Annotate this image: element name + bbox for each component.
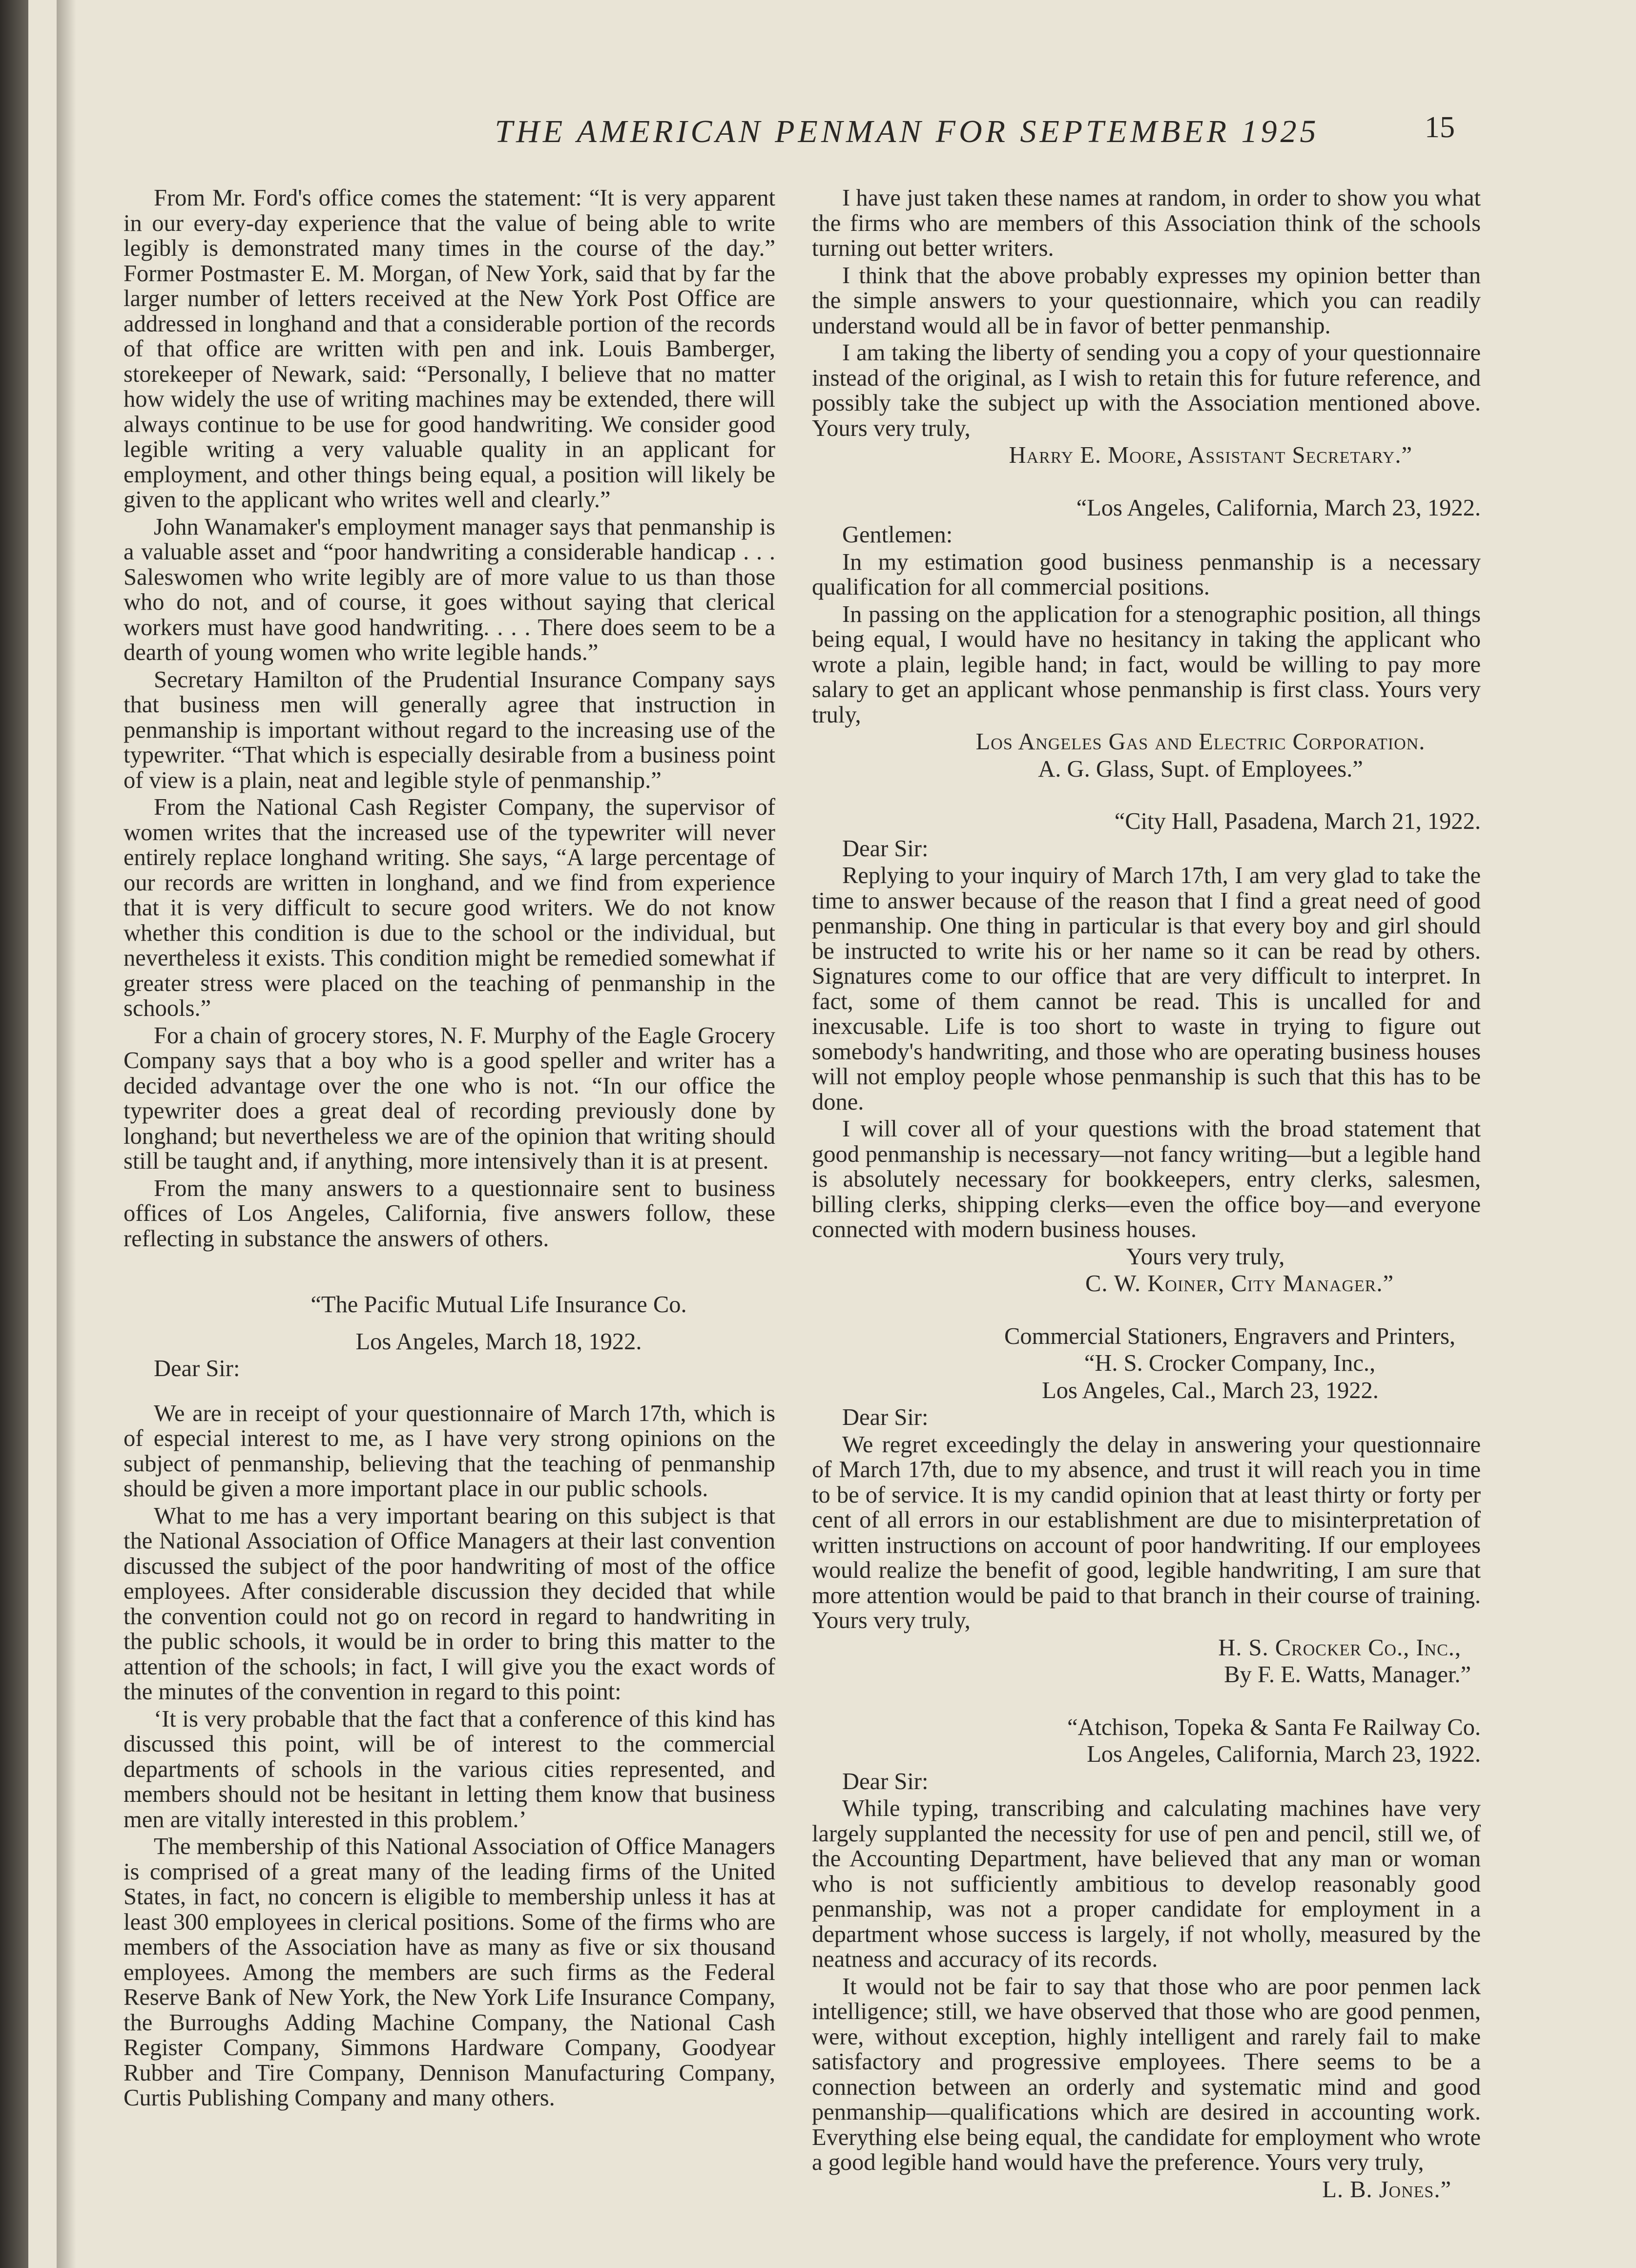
letter-salutation: Dear Sir:	[842, 1768, 929, 1794]
letter-signature-company: Los Angeles Gas and Electric Corporation.	[975, 729, 1426, 755]
letter-salutation: Dear Sir:	[842, 835, 929, 862]
letter-signature: A. G. Glass, Supt. of Employees.”	[1038, 756, 1363, 782]
letter-salutation: Gentlemen:	[842, 522, 953, 548]
letter-paragraph: We are in receipt of your questionnaire of March 17th, which is of especial interest to me, as I have very strong opinions on the subject of penmanship, believing that the teaching of penmanship should be given a more important place in our public schools.	[124, 1400, 775, 1502]
paragraph: From the National Cash Register Company, the supervisor of women writes that the increased use of the typewriter will never entirely replace longhand writing. She says, “A large percentage of our records are written in longhand, and we find from experience that it is very difficult to secure good writers. We do not know whether this condition is due to the school or the individual, but nevertheless it exists. This condition might be remedied somewhat if greater stress were placed on the teaching of penmanship in the schools.”	[124, 794, 775, 1021]
letter-date: “City Hall, Pasadena, March 21, 1922.	[1114, 808, 1481, 834]
spacer	[812, 783, 1481, 809]
letter-signature: Harry E. Moore, Assistant Secretary.”	[1009, 442, 1412, 468]
magazine-page	[28, 0, 1636, 2268]
letter-signature: L. B. Jones.”	[1322, 2176, 1451, 2203]
letter-salutation: Dear Sir:	[154, 1356, 240, 1381]
letter-paragraph: ‘It is very probable that the fact that a conference of this kind has discussed this point, will be of interest to the commercial departments of schools in the various cities represented, and members should not be hesitant in letting them know that business men are vitally interested in this problem.’	[124, 1706, 775, 1833]
letter-signature: By F. E. Watts, Manager.”	[1224, 1662, 1471, 1688]
letter-date: Los Angeles, California, March 23, 1922.	[1087, 1741, 1481, 1767]
letter-paragraph: The membership of this National Association of Office Managers is comprised of a great many of the leading firms of the United States, in fact, no concern is eligible to membership unless it has at least 300 employees in clerical positions. Some of the firms who are members of the Association have as many as five or six thousand employees. Among the members are such firms as the Federal Reserve Bank of New York, the New York Life Insurance Company, the Burroughs Adding Machine Company, the National Cash Register Company, Simmons Hardware Company, Goodyear Rubber and Tire Company, Dennison Manufacturing Company, Curtis Publishing Company and many others.	[124, 1834, 775, 2111]
letter-signature: C. W. Koiner, City Manager.”	[1085, 1271, 1394, 1297]
letter-date: Los Angeles, Cal., March 23, 1922.	[1042, 1377, 1379, 1403]
spacer	[124, 1320, 775, 1329]
right-column	[812, 186, 1481, 2204]
spacer	[812, 1690, 1481, 1715]
paragraph: From the many answers to a questionnaire sent to business offices of Los Angeles, California, five answers follow, these reflecting in substance the answers of others.	[124, 1175, 775, 1252]
letter-paragraph: Replying to your inquiry of March 17th, I am very glad to take the time to answer because of the reason that I find a great need of good penmanship. One thing in particular is that every boy and girl should be instructed to write his or her name so it can be read by others. Signatures come to our office that are very difficult to interpret. In fact, some of them cannot be read. This is uncalled for and inexcusable. Life is too short to waste in trying to figure out somebody's handwriting, and those who are operating business houses will not employ people whose penmanship is such that this has to be done.	[812, 863, 1481, 1115]
letter-paragraph: In my estimation good business penmanship is a necessary qualification for all commercial positions.	[812, 549, 1481, 600]
letter-paragraph: I will cover all of your questions with the broad statement that good penmanship is necessary—not fancy writing—but a legible hand is absolutely necessary for bookkeepers, entry clerks, salesmen, billing clerks, shipping clerks—even the office boy—and everyone connected with modern business houses.	[812, 1116, 1481, 1242]
letter-paragraph: I am taking the liberty of sending you a copy of your questionnaire instead of the original, as I wish to retain this for future reference, and possibly take the subject up with the Association mentioned above. Yours very truly,	[812, 340, 1481, 441]
letter-company: “Atchison, Topeka & Santa Fe Railway Co.	[1067, 1714, 1481, 1740]
letter-paragraph: We regret exceedingly the delay in answering your questionnaire of March 17th, due to my absence, and trust it will reach you in time to be of service. It is my candid opinion that at least thirty or forty per cent of all errors in our establishment are due to misinterpretation of written instructions on account of poor handwriting. If our employees would realize the benefit of good, legible handwriting, I am sure that more attention would be paid to that branch in their course of training. Yours very truly,	[812, 1431, 1481, 1633]
letter-signature-company: H. S. Crocker Co., Inc.,	[1218, 1634, 1461, 1661]
letter-paragraph: I have just taken these names at random, in order to show you what the firms who are members of this Association think of the schools turning out better writers.	[812, 185, 1481, 261]
spacer	[124, 1253, 775, 1292]
letter-paragraph: What to me has a very important bearing on this subject is that the National Association of Office Managers at their last convention discussed the subject of the poor handwriting of most of the office employees. After considerable discussion they decided that while the convention could not go on record in regard to handwriting in the public schools, it would be in order to bring this matter to the attention of the schools; in fact, I will give you the exact words of the minutes of the convention in regard to this point:	[124, 1503, 775, 1705]
page-number: 15	[1425, 111, 1455, 144]
letter-date: “Los Angeles, California, March 23, 1922.	[1076, 495, 1481, 521]
binding-shadow	[57, 0, 76, 2268]
paragraph: For a chain of grocery stores, N. F. Murphy of the Eagle Grocery Company says that a boy who is a good speller and writer has a decided advantage over the one who is not. “In our office the typewriter does a great deal of recording previously done by longhand; but nevertheless we are of the opinion that writing should still be taught and, if anything, more intensively than it is at present.	[124, 1022, 775, 1174]
letter-salutation: Dear Sir:	[842, 1404, 929, 1430]
running-head: THE AMERICAN PENMAN FOR SEPTEMBER 1925	[495, 114, 1320, 149]
letter-company: “The Pacific Mutual Life Insurance Co.	[311, 1292, 687, 1318]
letter-paragraph: I think that the above probably expresses my opinion better than the simple answers to your questionnaire, which you can readily understand would all be in favor of better penmanship.	[812, 262, 1481, 339]
paragraph: John Wanamaker's employment manager says that penmanship is a valuable asset and “poor handwriting a considerable handicap . . . Saleswomen who write legibly are of more value to us than those who do not, and of course, it goes without saying that clerical workers must have good handwriting. . . . There does seem to be a dearth of young women who write legible hands.”	[124, 514, 775, 665]
letter-closing: Yours very truly,	[1126, 1243, 1285, 1270]
letter-heading: Commercial Stationers, Engravers and Printers,	[1004, 1323, 1455, 1349]
left-column	[124, 186, 775, 2113]
paragraph: From Mr. Ford's office comes the statement: “It is very apparent in our every-day experience that the value of being able to write legibly is demonstrated many times in the course of the day.” Former Postmaster E. M. Morgan, of New York, said that by far the larger number of letters received at the New York Post Office are addressed in longhand and that a considerable portion of the records of that office are written with pen and ink. Louis Bamberger, storekeeper of Newark, said: “Personally, I believe that no matter how widely the use of writing machines may be extended, there will always continue to be use for good handwriting. We consider good legible writing a very valuable quality in an applicant for employment, and other things being equal, a position will likely be given to the applicant who writes well and clearly.”	[124, 185, 775, 513]
spacer	[812, 1299, 1481, 1324]
letter-paragraph: In passing on the application for a stenographic position, all things being equal, I would have no hesitancy in taking the applicant who wrote a plain, legible hand; in fact, would be willing to pay more salary to get an applicant whose penmanship is first class. Yours very truly,	[812, 601, 1481, 728]
spacer	[812, 470, 1481, 495]
letter-paragraph: While typing, transcribing and calculating machines have very largely supplanted the necessity for use of pen and pencil, still we, of the Accounting Department, have believed that any man or woman who is not sufficiently ambitious to develop reasonably good penmanship, was not a proper candidate for employment in a department whose success is largely, if not wholly, measured by the neatness and accuracy of its records.	[812, 1795, 1481, 1972]
letter-company: “H. S. Crocker Company, Inc.,	[1084, 1350, 1376, 1376]
book-gutter	[0, 0, 28, 2268]
letter-paragraph: It would not be fair to say that those who are poor penmen lack intelligence; still, we have observed that those who are good penmen, were, without exception, highly intelligent and rarely fail to make satisfactory and progressive employees. There seems to be a connection between an orderly and systematic mind and good penmanship—qualifications which are desired in accounting work. Everything else being equal, the candidate for employment who wrote a good legible hand would have the preference. Yours very truly,	[812, 1973, 1481, 2175]
letter-date: Los Angeles, March 18, 1922.	[355, 1328, 642, 1355]
paragraph: Secretary Hamilton of the Prudential Insurance Company says that business men will generally agree that instruction in penmanship is important without regard to the increasing use of the typewriter. “That which is especially desirable from a business point of view is a plain, neat and legible style of penmanship.”	[124, 666, 775, 793]
spacer	[124, 1383, 775, 1401]
